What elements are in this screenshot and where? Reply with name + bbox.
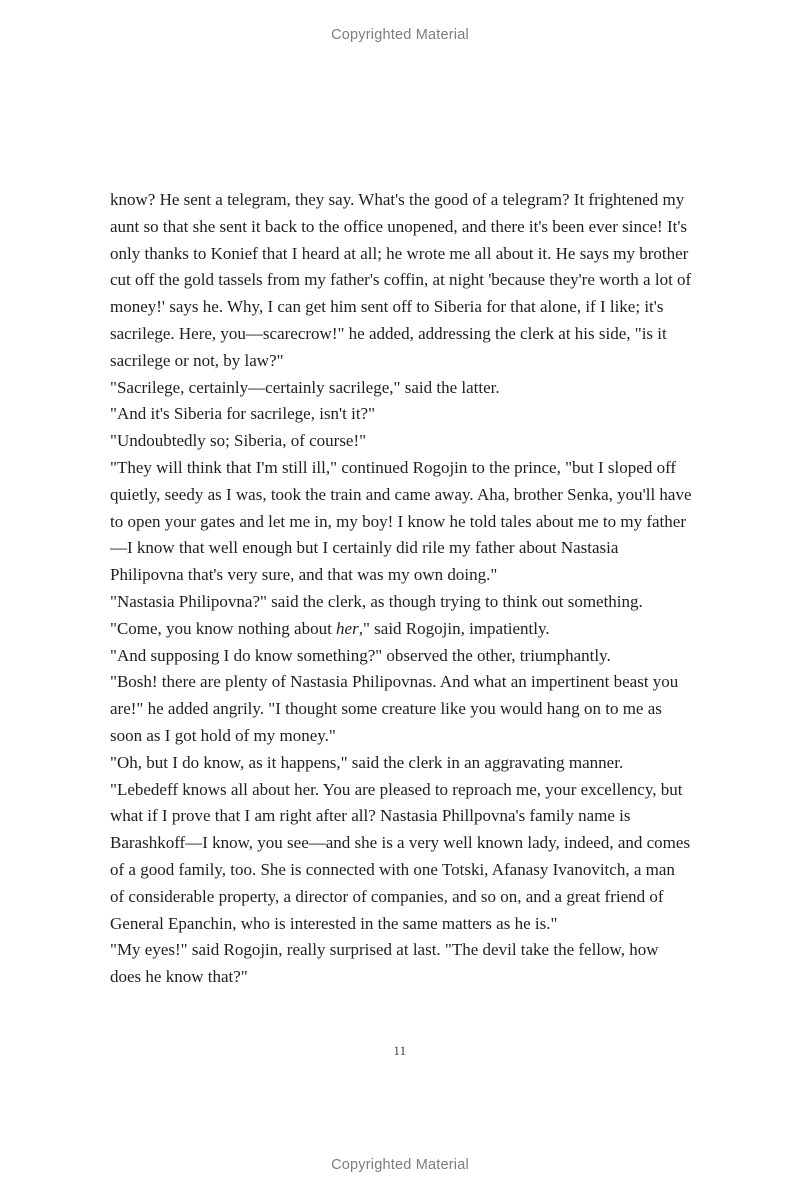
paragraph: "They will think that I'm still ill," continued Rogojin to the prince, "but I sloped off quietly, seedy as I was, took the train and came away. Aha, brother Senka, you'll have to open your gates and let me in, my boy! I know he told tales about me to my father—I know that well enough but I certainly did rile my father about Nastasia Philipovna that's very sure, and that was my own doing." [110, 457, 692, 585]
paragraph: "And supposing I do know something?" observed the other, triumphantly. [110, 645, 611, 665]
paragraph [110, 616, 692, 643]
page-number: 11 [393, 1044, 407, 1058]
body-text [110, 187, 692, 991]
paragraph: "Bosh! there are plenty of Nastasia Philipovnas. And what an impertinent beast you are!" he added angrily. "I thought some creature like you would hang on to me as soon as I got hold of my money." [110, 672, 679, 745]
paragraph: "Undoubtedly so; Siberia, of course!" [110, 431, 367, 451]
paragraph-text: "Come, you know nothing about [110, 618, 337, 638]
paragraph: "My eyes!" said Rogojin, really surprised at last. "The devil take the fellow, how does he know that?" [110, 940, 659, 987]
paragraph: know? He sent a telegram, they say. What's the good of a telegram? It frightened my aunt so that she sent it back to the office unopened, and there it's been ever since! It's only thanks to Konief that I heard at all; he wrote me all about it. He says my brother cut off the gold tassels from my father's coffin, at night 'because they're worth a lot of money!' says he. Why, I can get him sent off to Siberia for that alone, if I like; it's sacrilege. Here, you—scarecrow!" he added, addressing the clerk at his side, "is it sacrilege or not, by law?" [110, 190, 692, 370]
copyright-notice-bottom: Copyrighted Material [331, 1157, 469, 1173]
copyright-notice-top: Copyrighted Material [331, 27, 469, 43]
paragraph: "And it's Siberia for sacrilege, isn't it?" [110, 404, 376, 424]
paragraph-text: ," said Rogojin, impatiently. [358, 618, 550, 638]
paragraph: "Oh, but I do know, as it happens," said the clerk in an aggravating manner. "Lebedeff knows all about her. You are pleased to reproach me, your excellency, but what if I prove that I am right after all? Nastasia Phillpovna's family name is Barashkoff—I know, you see—and she is a very well known lady, indeed, and comes of a good family, too. She is connected with one Totski, Afanasy Ivanovitch, a man of considerable property, a director of companies, and so on, and a great friend of General Epanchin, who is interested in the same matters as he is." [110, 752, 691, 933]
paragraph-text-italic: her [336, 618, 359, 638]
paragraph: "Sacrilege, certainly—certainly sacrilege," said the latter. [110, 377, 500, 397]
paragraph: "Nastasia Philipovna?" said the clerk, as though trying to think out something. [110, 591, 643, 611]
